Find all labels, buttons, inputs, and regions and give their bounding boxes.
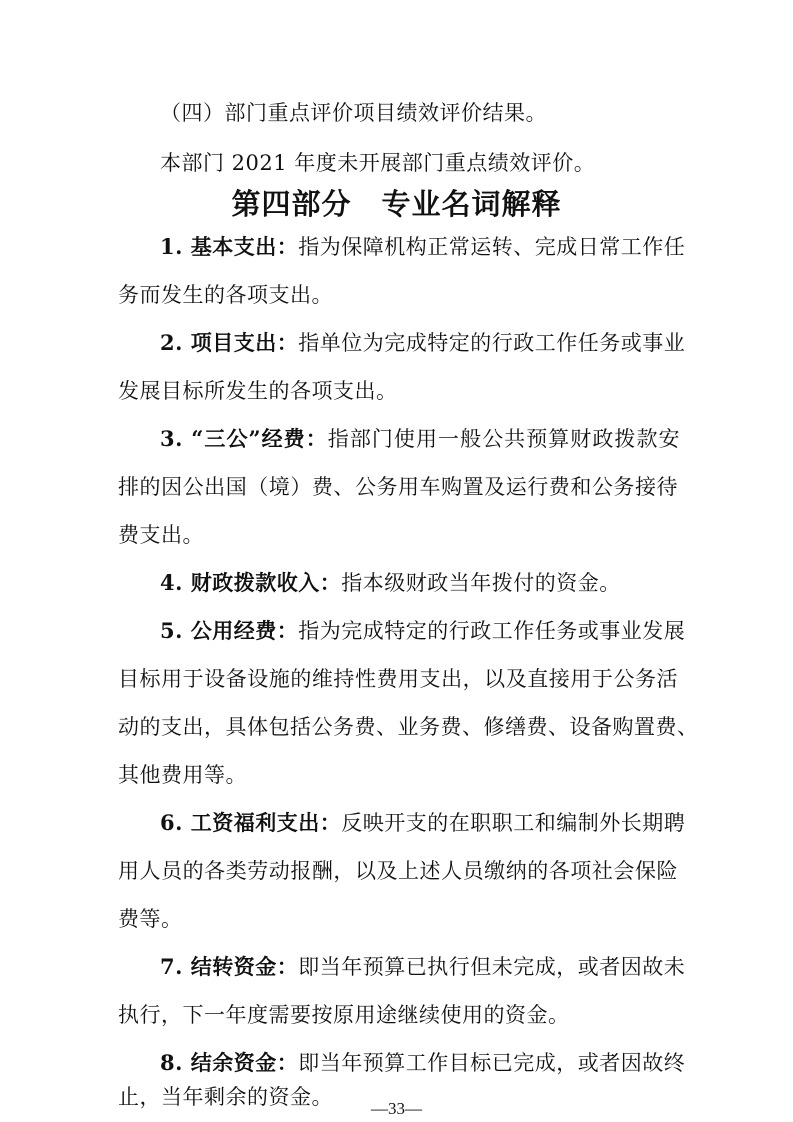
definition-3-text: 指部门使用一般公共预算财政拨款安	[327, 427, 680, 451]
definition-5-line-3: 动的支出，具体包括公务费、业务费、修缮费、设备购置费、	[118, 715, 699, 739]
page-number: —33—	[371, 1099, 422, 1118]
definition-5-term: 5. 公用经费：	[160, 618, 299, 643]
definition-4-line-1	[160, 568, 621, 598]
definition-1-text: 指为保障机构正常运转、完成日常工作任	[298, 235, 686, 259]
definition-4-term: 4. 财政拨款收入：	[160, 570, 342, 595]
section4-heading: （四）部门重点评价项目绩效评价结果。	[160, 101, 547, 125]
definition-3-line-1	[160, 424, 680, 454]
definition-3-line-3: 费支出。	[118, 523, 204, 547]
definition-2-text: 指单位为完成特定的行政工作任务或事业	[298, 331, 686, 355]
definition-4-text: 指本级财政当年拨付的资金。	[341, 571, 621, 595]
definition-5-line-4: 其他费用等。	[118, 763, 247, 787]
definition-3-line-2: 排的因公出国（境）费、公务用车购置及运行费和公务接待	[118, 475, 678, 499]
definition-7-text: 即当年预算已执行但未完成，或者因故未	[298, 955, 686, 979]
definition-5-text: 指为完成特定的行政工作任务或事业发展	[298, 619, 686, 643]
definition-6-line-1	[160, 808, 686, 838]
definition-7-line-2: 执行，下一年度需要按原用途继续使用的资金。	[118, 1003, 570, 1027]
definition-2-line-1	[160, 328, 686, 358]
definition-2-line-2: 发展目标所发生的各项支出。	[118, 379, 398, 403]
definition-8-line-1	[160, 1048, 686, 1078]
definition-5-line-2: 目标用于设备设施的维持性费用支出，以及直接用于公务活	[118, 667, 678, 691]
definition-6-line-3: 费等。	[118, 907, 183, 931]
definition-6-text: 反映开支的在职职工和编制外长期聘	[341, 811, 686, 835]
definition-5-line-1	[160, 616, 686, 646]
part-title: 第四部分 专业名词解释	[231, 187, 562, 221]
definition-1-line-2: 务而发生的各项支出。	[118, 283, 333, 307]
definition-1-line-1	[160, 232, 686, 262]
definition-8-term: 8. 结余资金：	[160, 1050, 299, 1075]
definition-8-text: 即当年预算工作目标已完成，或者因故终	[298, 1051, 686, 1075]
definition-6-line-2: 用人员的各类劳动报酬，以及上述人员缴纳的各项社会保险	[118, 859, 678, 883]
definition-8-line-2: 止，当年剩余的资金。	[118, 1085, 333, 1109]
definition-7-line-1	[160, 952, 686, 982]
section4-text: 本部门 2021 年度未开展部门重点绩效评价。	[160, 151, 596, 175]
definition-1-term: 1. 基本支出：	[160, 234, 299, 259]
definition-7-term: 7. 结转资金：	[160, 954, 299, 979]
definition-2-term: 2. 项目支出：	[160, 330, 299, 355]
definition-6-term: 6. 工资福利支出：	[160, 810, 342, 835]
definition-3-term: 3. “三公”经费：	[160, 426, 328, 451]
